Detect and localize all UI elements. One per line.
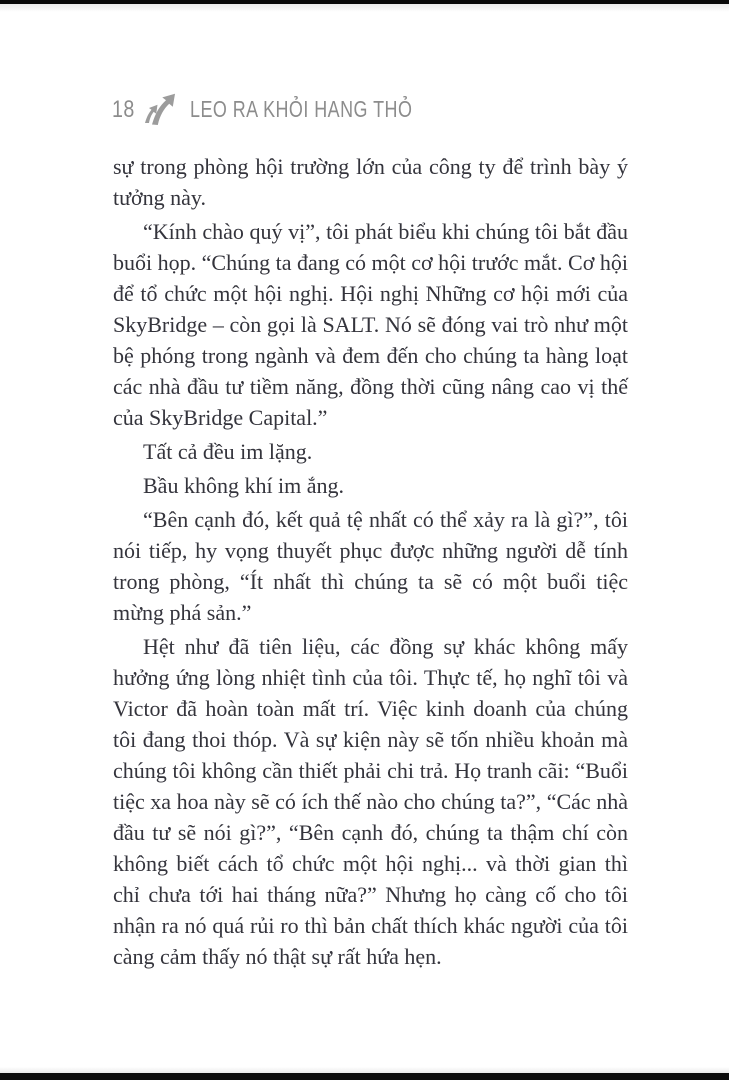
page-number: 18 xyxy=(112,95,135,123)
paragraph: sự trong phòng hội trường lớn của công ty để trình bày ý tưởng này. xyxy=(113,154,628,210)
scan-edge-bottom-bar xyxy=(0,1073,729,1080)
paragraph: Hệt như đã tiên liệu, các đồng sự khác không mấy hưởng ứng lòng nhiệt tình của tôi. Thực tế, họ nghĩ tôi và Victor đã hoàn toàn mất trí. Việc kinh doanh của chúng tôi đang thoi thóp. Và sự kiện này sẽ tốn nhiều khoản mà chúng tôi không cần thiết phải chi trả. Họ tranh cãi: “Buổi tiệc xa hoa này sẽ có ích thế nào cho chúng ta?”, “Các nhà đầu tư sẽ nói gì?”, “Bên cạnh đó, chúng ta thậm chí còn không biết cách tổ chức một hội nghị... và thời gian thì chỉ chưa tới hai tháng nữa?” Nhưng họ càng cố cho tôi nhận ra nó quá rủi ro thì bản chất thích khác người của tôi càng cảm thấy nó thật sự rất hứa hẹn. xyxy=(113,634,628,969)
body-text xyxy=(113,151,628,975)
running-header xyxy=(112,93,475,126)
paragraph: “Kính chào quý vị”, tôi phát biểu khi chúng tôi bắt đầu buổi họp. “Chúng ta đang có một cơ hội trước mắt. Cơ hội để tổ chức một hội nghị. Hội nghị Những cơ hội mới của SkyBridge – còn gọi là SALT. Nó sẽ đóng vai trò như một bệ phóng trong ngành và đem đến cho chúng ta hàng loạt các nhà đầu tư tiềm năng, đồng thời cũng nâng cao vị thế của SkyBridge Capital.” xyxy=(113,219,628,430)
paragraph: Bầu không khí im ắng. xyxy=(143,473,345,498)
paragraph: Tất cả đều im lặng. xyxy=(143,439,313,464)
scan-edge-top-shadow xyxy=(0,4,729,12)
paragraph: “Bên cạnh đó, kết quả tệ nhất có thể xảy ra là gì?”, tôi nói tiếp, hy vọng thuyết phục được những người dễ tính trong phòng, “Ít nhất thì chúng ta sẽ có một buổi tiệc mừng phá sản.” xyxy=(113,507,628,625)
book-title: LEO RA KHỎI HANG THỎ xyxy=(189,96,413,122)
rising-arrows-icon xyxy=(142,93,178,126)
